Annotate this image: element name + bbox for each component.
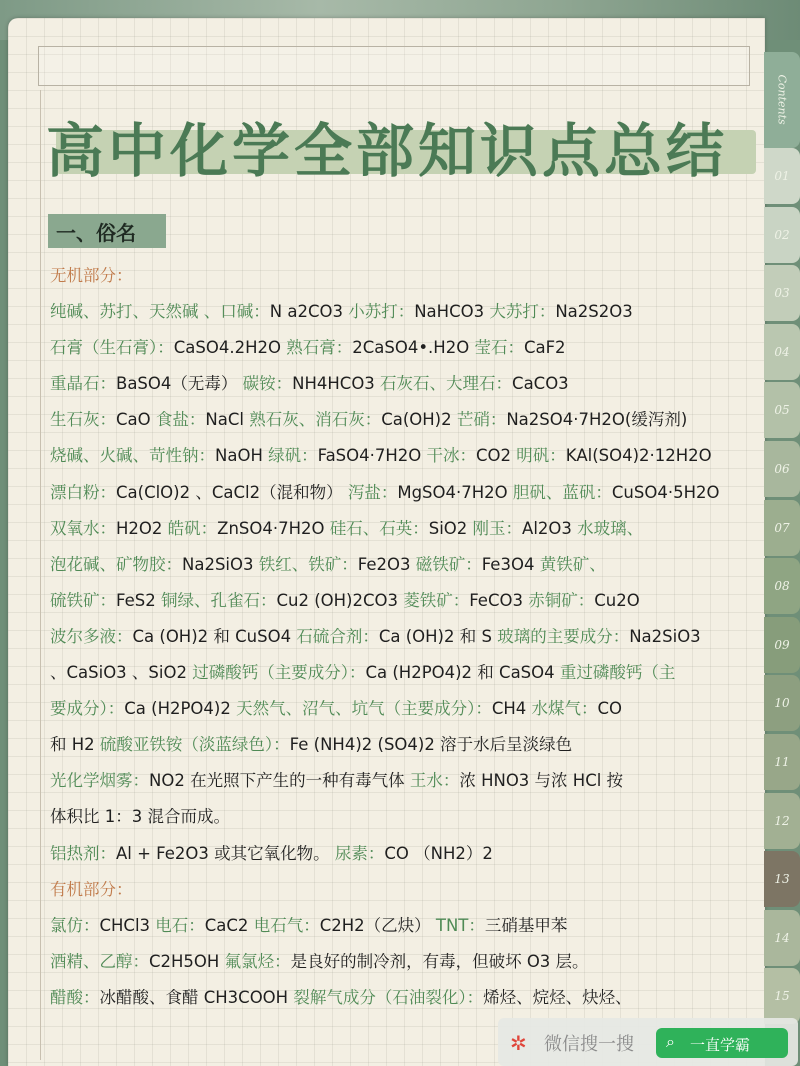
section-heading — [48, 214, 166, 248]
term-label: 绿矾： — [268, 446, 318, 466]
term-label: 石灰石、大理石： — [380, 374, 513, 394]
term-label: 明矾： — [516, 446, 566, 466]
term-label: 氟氯烃： — [224, 951, 291, 971]
tab-04[interactable] — [764, 324, 800, 380]
formula-text: CO2 — [476, 446, 517, 466]
tab-number: 05 — [774, 403, 790, 418]
term-label: 烧碱、火碱、苛性钠： — [50, 446, 215, 466]
term-label: 氯仿： — [50, 915, 100, 935]
text-line — [50, 547, 760, 583]
formula-text: 冰醋酸、食醋 CH3COOH — [99, 987, 294, 1007]
formula-text: ZnSO4·7H2O — [217, 518, 330, 538]
formula-text: MgSO4·7H2O — [397, 482, 513, 502]
formula-text: 体积比 1：3 混合而成。 — [50, 807, 230, 827]
text-line — [50, 727, 760, 763]
text-line — [50, 799, 760, 835]
text-line — [50, 944, 760, 980]
term-label: 过磷酸钙（主要成分）： — [192, 663, 366, 683]
formula-text: 是良好的制冷剂，有毒，但破坏 O3 层。 — [290, 951, 589, 971]
tab-15[interactable] — [764, 968, 800, 1024]
tab-number: 15 — [774, 989, 790, 1004]
term-label: 赤铜矿： — [528, 590, 595, 610]
formula-text: CuSO4·5H2O — [611, 482, 720, 502]
text-line — [50, 980, 760, 1016]
term-label: 生石灰： — [50, 410, 116, 430]
formula-text: FeS2 — [116, 590, 161, 610]
formula-text: Ca (H2PO4)2 — [124, 699, 237, 719]
formula-text: 和 H2 — [50, 735, 100, 755]
tab-02[interactable] — [764, 207, 800, 263]
wechat-search-button-label: 一直学霸 — [690, 1036, 751, 1054]
tab-number: 02 — [774, 227, 790, 242]
term-label: 食盐： — [155, 410, 206, 430]
term-label: 玻璃的主要成分： — [497, 626, 630, 646]
search-icon: ⌕ — [666, 1032, 675, 1051]
term-label: 石膏（生石膏）： — [50, 338, 174, 358]
text-line — [50, 908, 760, 944]
wechat-search-logo-icon: ✲ — [510, 1031, 527, 1055]
term-label: 醋酸： — [50, 987, 100, 1007]
formula-text: NaHCO3 — [414, 302, 490, 322]
term-label: 石硫合剂： — [296, 626, 379, 646]
tab-number: 11 — [774, 755, 790, 769]
formula-text: Fe3O4 — [481, 554, 540, 574]
margin-line — [40, 90, 41, 1060]
text-line — [50, 836, 760, 872]
section-heading-text: 一、俗名 — [56, 221, 136, 245]
term-label: 泡花碱、矿物胶： — [50, 554, 182, 574]
term-label: 水玻璃、 — [577, 518, 644, 538]
formula-text: KAl(SO4)2·12H2O — [565, 446, 712, 466]
tab-number: 07 — [774, 520, 790, 535]
term-label: 碳铵： — [242, 374, 293, 394]
term-label: 铁红、铁矿： — [258, 554, 358, 574]
text-line — [50, 258, 760, 294]
formula-text: CaC2 — [204, 915, 254, 935]
wechat-search-bar — [498, 1018, 798, 1066]
formula-text: Cu2 (OH)2CO3 — [276, 590, 404, 610]
tab-number: 06 — [774, 462, 790, 476]
formula-text: C2H5OH — [149, 951, 225, 971]
formula-text: CO — [597, 699, 623, 719]
formula-text: SiO2 — [428, 518, 473, 538]
term-label: 磁铁矿： — [415, 554, 482, 574]
formula-text: Cu2O — [594, 590, 640, 610]
tab-07[interactable] — [764, 500, 800, 556]
formula-text: Na2SO4·7H2O(缓泻剂) — [506, 410, 688, 430]
formula-text: NH4HCO3 — [292, 374, 381, 394]
text-line — [50, 511, 760, 547]
term-label: 要成分）： — [50, 699, 125, 719]
term-label: 重过磷酸钙（主 — [559, 663, 676, 683]
formula-text: 三硝基甲苯 — [484, 915, 568, 935]
wechat-search-button[interactable] — [656, 1028, 788, 1058]
title-block — [46, 100, 746, 188]
formula-text: 烯烃、烷烃、炔烃、 — [483, 987, 632, 1007]
term-label: 芒硝： — [456, 410, 507, 430]
formula-text: CO （NH2）2 — [384, 843, 493, 863]
formula-text: BaSO4（无毒） — [116, 374, 243, 394]
formula-text: 浓 HNO3 与浓 HCl 按 — [459, 771, 624, 791]
formula-text: CaO — [116, 410, 156, 430]
tab-number: 12 — [774, 813, 790, 828]
term-label: 重晶石： — [50, 374, 116, 394]
formula-text: N a2CO3 — [269, 302, 349, 322]
formula-text: CaSO4.2H2O — [173, 338, 287, 358]
text-line — [50, 655, 760, 691]
formula-text: CHCl3 — [99, 915, 156, 935]
header-band — [38, 46, 750, 86]
formula-text: Fe (NH4)2 (SO4)2 溶于水后呈淡绿色 — [289, 735, 573, 755]
term-label: 小苏打： — [348, 302, 415, 322]
term-label: 硅石、石英： — [329, 518, 429, 538]
tab-01[interactable] — [764, 148, 800, 204]
formula-text: Al2O3 — [522, 518, 578, 538]
formula-text: NaOH — [215, 446, 269, 466]
term-label: 黄铁矿、 — [539, 554, 606, 574]
text-line — [50, 475, 760, 511]
tab-10[interactable] — [764, 675, 800, 731]
term-label: 双氧水： — [50, 518, 116, 538]
formula-text: Na2SiO3 — [629, 626, 701, 646]
term-label: 天然气、沼气、坑气（主要成分）： — [236, 699, 492, 719]
term-label: 泻盐： — [347, 482, 398, 502]
formula-text: Fe2O3 — [357, 554, 416, 574]
page-title: 高中化学全部知识点总结 — [46, 117, 729, 185]
term-label: 硫酸亚铁铵（淡蓝绿色）： — [99, 735, 290, 755]
term-label: 电石： — [155, 915, 205, 935]
term-label: 硫铁矿： — [50, 590, 116, 610]
term-label: 水煤气： — [531, 699, 598, 719]
formula-text: FeCO3 — [469, 590, 529, 610]
formula-text: CaF2 — [523, 338, 566, 358]
tab-09[interactable] — [764, 617, 800, 673]
subsection-label: 有机部分： — [50, 879, 133, 899]
formula-text: Ca(ClO)2 、CaCl2（混和物） — [116, 482, 348, 502]
text-line — [50, 294, 760, 330]
text-line — [50, 583, 760, 619]
wechat-search-label[interactable]: 微信搜一搜 — [544, 1034, 634, 1055]
notebook-page — [8, 18, 765, 1066]
text-line — [50, 763, 760, 799]
formula-text: Na2SiO3 — [182, 554, 259, 574]
formula-text: Na2S2O3 — [555, 302, 633, 322]
formula-text: Ca (H2PO4)2 和 CaSO4 — [365, 663, 560, 683]
formula-text: NO2 在光照下产生的一种有毒气体 — [149, 771, 410, 791]
formula-text: Ca (OH)2 和 CuSO4 — [132, 626, 297, 646]
text-line — [50, 366, 760, 402]
tab-number: 09 — [774, 637, 790, 652]
term-label: 干冰： — [426, 446, 477, 466]
tab-number: 14 — [774, 930, 790, 945]
term-label: 波尔多液： — [50, 626, 133, 646]
tab-contents-label: Contents — [775, 74, 789, 125]
tab-03[interactable] — [764, 265, 800, 321]
formula-text: 2CaSO4•.H2O — [352, 338, 475, 358]
tab-number: 01 — [774, 169, 790, 183]
term-label: 熟石灰、消石灰： — [249, 410, 382, 430]
formula-text: H2O2 — [116, 518, 168, 538]
term-label: 纯碱、苏打、天然碱 、口碱： — [50, 302, 270, 322]
formula-text: NaCl — [205, 410, 250, 430]
tab-number: 13 — [774, 872, 790, 887]
tab-number: 03 — [774, 286, 790, 301]
term-label: 莹石： — [474, 338, 524, 358]
tab-06[interactable] — [764, 441, 800, 497]
term-label: 铝热剂： — [50, 843, 116, 863]
tab-08[interactable] — [764, 558, 800, 614]
formula-text: Ca(OH)2 — [381, 410, 457, 430]
term-label: 电石气： — [253, 915, 320, 935]
tab-13[interactable] — [764, 851, 800, 907]
tab-number: 04 — [774, 344, 790, 359]
subsection-label: 无机部分： — [50, 266, 133, 285]
text-line — [50, 691, 760, 727]
tab-12[interactable] — [764, 793, 800, 849]
term-label: 大苏打： — [489, 302, 556, 322]
tab-11[interactable] — [764, 734, 800, 790]
tab-05[interactable] — [764, 382, 800, 438]
term-label: 酒精、乙醇： — [50, 951, 149, 971]
tab-contents[interactable] — [764, 52, 800, 148]
tab-number: 10 — [774, 696, 790, 711]
tab-number: 08 — [774, 579, 790, 594]
term-label: 菱铁矿： — [403, 590, 470, 610]
formula-text: Al + Fe2O3 或其它氧化物。 — [116, 843, 335, 863]
formula-text: 、CaSiO3 、SiO2 — [50, 663, 193, 683]
term-label: 尿素： — [334, 843, 385, 863]
term-label: 皓矾： — [167, 518, 218, 538]
text-line — [50, 330, 760, 366]
content-lines — [50, 258, 760, 1016]
term-label: 胆矾、蓝矾： — [512, 482, 612, 502]
term-label: 刚玉： — [472, 518, 523, 538]
text-line — [50, 872, 760, 908]
formula-text: Ca (OH)2 和 S — [378, 626, 498, 646]
text-line — [50, 438, 760, 474]
term-label: 熟石膏： — [286, 338, 353, 358]
term-label: 铜绿、孔雀石： — [160, 590, 277, 610]
term-label: 裂解气成分（石油裂化）： — [293, 987, 484, 1007]
formula-text: C2H2（乙炔） — [319, 915, 436, 935]
term-label: 光化学烟雾： — [50, 771, 149, 791]
formula-text: CH4 — [491, 699, 532, 719]
text-line — [50, 402, 760, 438]
tab-14[interactable] — [764, 910, 800, 966]
term-label: 漂白粉： — [50, 482, 116, 502]
text-line — [50, 619, 760, 655]
formula-text: CaCO3 — [512, 374, 569, 394]
formula-text: FaSO4·7H2O — [317, 446, 427, 466]
term-label: 王水： — [409, 771, 460, 791]
term-label: TNT： — [435, 915, 485, 935]
